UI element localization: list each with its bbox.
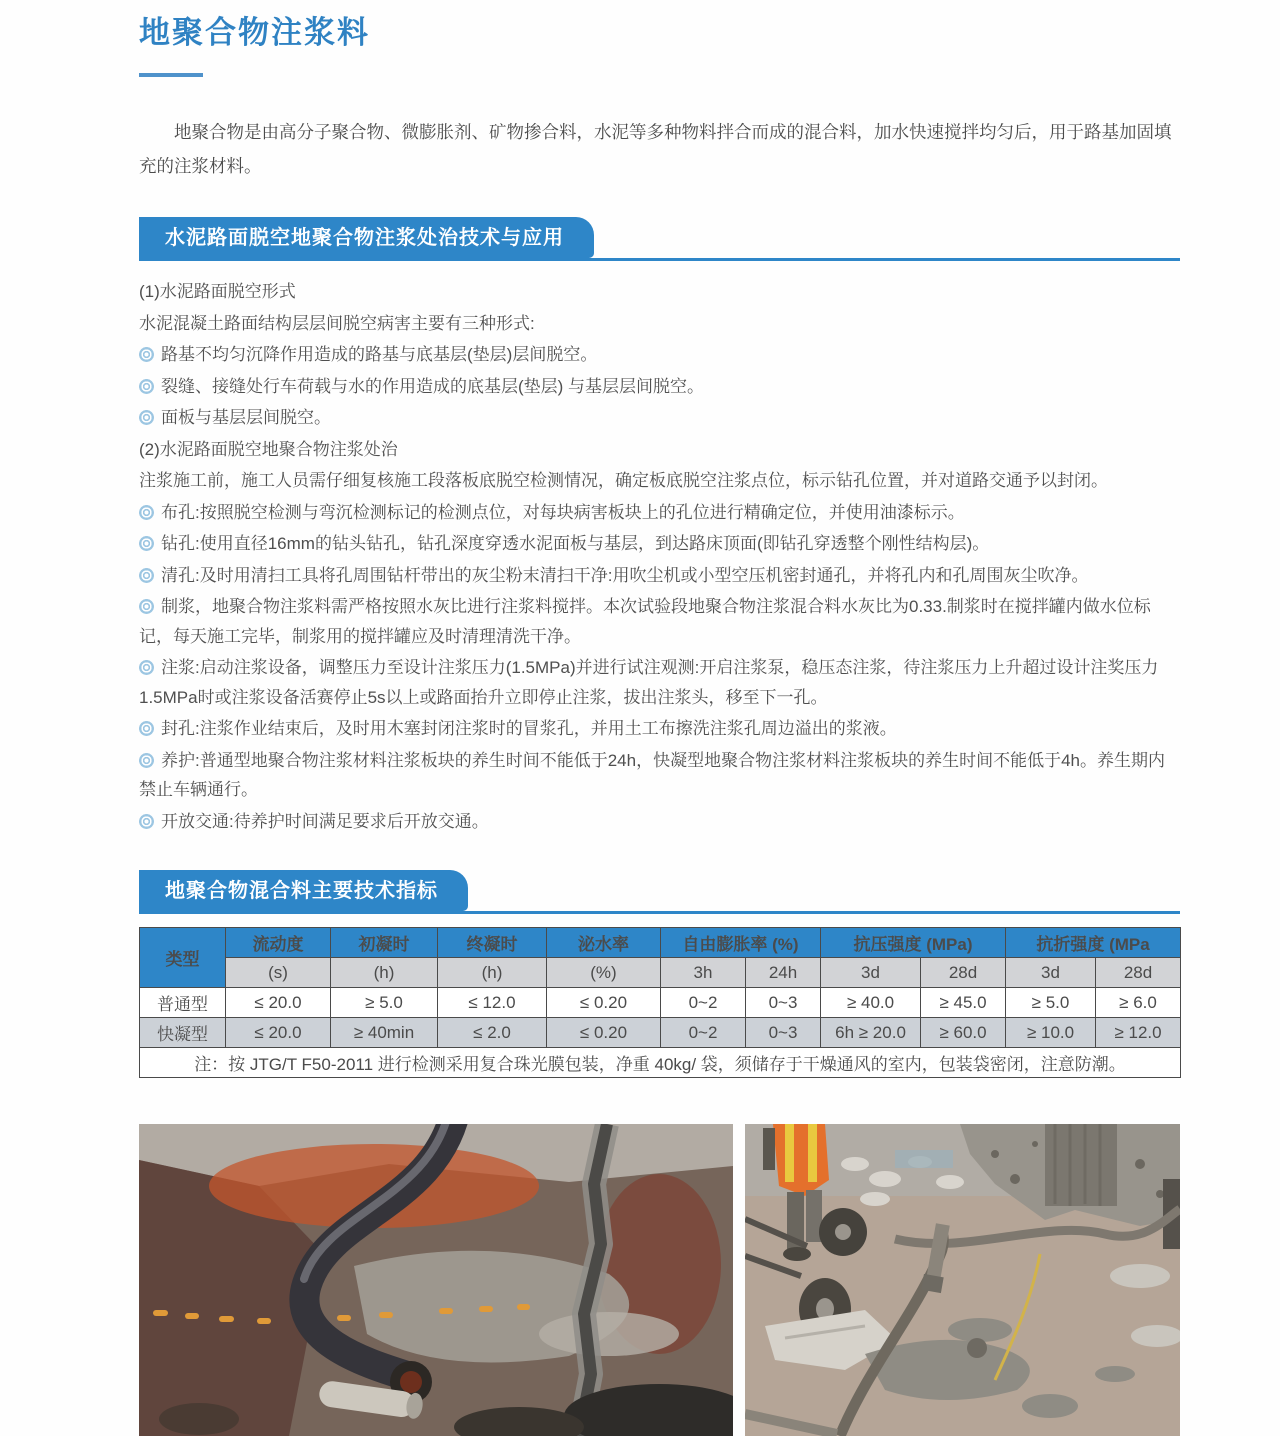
bullet-ring-icon bbox=[139, 379, 154, 394]
bullet-ring-icon bbox=[139, 660, 154, 675]
page-content bbox=[139, 0, 1180, 1436]
cell: ≤ 0.20 bbox=[547, 1018, 661, 1048]
bullet-ring-icon bbox=[139, 814, 154, 829]
photo-gallery bbox=[139, 1124, 1180, 1436]
bullet-ring-icon bbox=[139, 410, 154, 425]
photo-right-illustration bbox=[745, 1124, 1180, 1436]
cell: 0~3 bbox=[746, 1018, 821, 1048]
table-row-normal-type bbox=[140, 988, 1181, 1018]
sub-header: (s) bbox=[226, 958, 331, 988]
bullet-ring-icon bbox=[139, 721, 154, 736]
cell: 6h ≥ 20.0 bbox=[821, 1018, 921, 1048]
col-header-compressive: 抗压强度 (MPa) bbox=[821, 928, 1006, 958]
list-item: 水泥混凝土路面结构层层间脱空病害主要有三种形式: bbox=[139, 313, 535, 333]
section-2-header bbox=[139, 870, 1180, 914]
sub-header: (%) bbox=[547, 958, 661, 988]
list-item: 注浆:启动注浆设备，调整压力至设计注浆压力(1.5MPa)并进行试注观测:开启注浆泵，稳压态注浆，待注浆压力上升超过设计注奖压力1.5MPa时或注浆设备活赛停止5s以上或路面抬升立即停止注浆，拔出注浆头，移至下一孔。 bbox=[139, 658, 1159, 707]
list-item: 钻孔:使用直径16mm的钻头钻孔，钻孔深度穿透水泥面板与基层，到达路床顶面(即钻孔穿透整个刚性结构层)。 bbox=[139, 529, 1180, 559]
bullet-ring-icon bbox=[139, 536, 154, 551]
col-header-final-set: 终凝时 bbox=[438, 928, 547, 958]
list-item: 开放交通:待养护时间满足要求后开放交通。 bbox=[139, 807, 1180, 837]
cell: ≥ 5.0 bbox=[331, 988, 438, 1018]
col-header-initial-set: 初凝时 bbox=[331, 928, 438, 958]
bullet-ring-icon bbox=[139, 599, 154, 614]
col-header-fluidity: 流动度 bbox=[226, 928, 331, 958]
cell: ≤ 20.0 bbox=[226, 988, 331, 1018]
list-item: 布孔:按照脱空检测与弯沉检测标记的检测点位，对每块病害板块上的孔位进行精确定位，并使用油漆标示。 bbox=[139, 498, 1180, 528]
sub-header: (h) bbox=[331, 958, 438, 988]
photo-left-illustration bbox=[139, 1124, 733, 1436]
sub-header: 28d bbox=[921, 958, 1006, 988]
list-item: 裂缝、接缝处行车荷载与水的作用造成的底基层(垫层) 与基层层间脱空。 bbox=[139, 372, 1180, 402]
cell: 0~3 bbox=[746, 988, 821, 1018]
bullet-ring-icon bbox=[139, 568, 154, 583]
cell: ≥ 45.0 bbox=[921, 988, 1006, 1018]
sub-header: 3h bbox=[661, 958, 746, 988]
cell: ≤ 20.0 bbox=[226, 1018, 331, 1048]
sub-header: 24h bbox=[746, 958, 821, 988]
row-label: 快凝型 bbox=[140, 1018, 226, 1048]
intro-paragraph: 地聚合物是由高分子聚合物、微膨胀剂、矿物掺合料，水泥等多种物料拌合而成的混合料，加水快速搅拌均匀后，用于路基加固填充的注浆材料。 bbox=[139, 122, 1172, 177]
cell: 0~2 bbox=[661, 988, 746, 1018]
list-item: 养护:普通型地聚合物注浆材料注浆板块的养生时间不能低于24h，快凝型地聚合物注浆材料注浆板块的养生时间不能低于4h。养生期内禁止车辆通行。 bbox=[139, 750, 1165, 800]
cell: ≥ 10.0 bbox=[1006, 1018, 1096, 1048]
bullet-ring-icon bbox=[139, 347, 154, 362]
bullet-ring-icon bbox=[139, 753, 154, 768]
list-item: 制浆，地聚合物注浆料需严格按照水灰比进行注浆料搅拌。本次试验段地聚合物注浆混合料水灰比为0.33.制浆时在搅拌罐内做水位标记，每天施工完毕，制浆用的搅拌罐应及时清理清洗干净。 bbox=[139, 597, 1151, 646]
cell: ≥ 5.0 bbox=[1006, 988, 1096, 1018]
col-header-expansion: 自由膨胀率 (%) bbox=[661, 928, 821, 958]
page-title: 地聚合物注浆料 bbox=[139, 15, 370, 50]
cell: ≤ 0.20 bbox=[547, 988, 661, 1018]
photo-worker-grouting-site bbox=[745, 1124, 1180, 1436]
procedure-list bbox=[139, 277, 1180, 836]
cell: ≤ 12.0 bbox=[438, 988, 547, 1018]
row-label: 普通型 bbox=[140, 988, 226, 1018]
technical-spec-table bbox=[139, 927, 1181, 1078]
sub-header: (h) bbox=[438, 958, 547, 988]
cell: ≥ 6.0 bbox=[1096, 988, 1181, 1018]
cell: ≥ 40.0 bbox=[821, 988, 921, 1018]
list-item: 路基不均匀沉降作用造成的路基与底基层(垫层)层间脱空。 bbox=[139, 340, 1180, 370]
bullet-ring-icon bbox=[139, 505, 154, 520]
section-2-title: 地聚合物混合料主要技术指标 bbox=[139, 870, 468, 911]
cell: ≥ 60.0 bbox=[921, 1018, 1006, 1048]
cell: ≥ 12.0 bbox=[1096, 1018, 1181, 1048]
cell: ≥ 40min bbox=[331, 1018, 438, 1048]
list-item: 面板与基层层间脱空。 bbox=[139, 403, 1180, 433]
cell: 0~2 bbox=[661, 1018, 746, 1048]
list-item: 封孔:注浆作业结束后，及时用木塞封闭注浆时的冒浆孔，并用土工布擦洗注浆孔周边溢出的浆液。 bbox=[139, 714, 1180, 744]
section-1-title: 水泥路面脱空地聚合物注浆处治技术与应用 bbox=[139, 217, 594, 258]
col-header-flexural: 抗折强度 (MPa bbox=[1006, 928, 1181, 958]
list-item: (2)水泥路面脱空地聚合物注浆处治 bbox=[139, 439, 398, 459]
col-header-type: 类型 bbox=[140, 928, 226, 988]
table-row-rapid-type bbox=[140, 1018, 1181, 1048]
sub-header: 3d bbox=[821, 958, 921, 988]
sub-header: 28d bbox=[1096, 958, 1181, 988]
table-note: 注：按 JTG/T F50-2011 进行检测采用复合珠光膜包装，净重 40kg/ 袋，须储存于干燥通风的室内，包装袋密闭，注意防潮。 bbox=[140, 1048, 1181, 1078]
photo-pavement-grouting-hose bbox=[139, 1124, 733, 1436]
col-header-bleeding: 泌水率 bbox=[547, 928, 661, 958]
section-1-header bbox=[139, 217, 1180, 261]
sub-header: 3d bbox=[1006, 958, 1096, 988]
list-item: 注浆施工前，施工人员需仔细复核施工段落板底脱空检测情况，确定板底脱空注浆点位，标示钻孔位置，并对道路交通予以封闭。 bbox=[139, 471, 1108, 491]
cell: ≤ 2.0 bbox=[438, 1018, 547, 1048]
list-item: 清孔:及时用清扫工具将孔周围钻杆带出的灰尘粉末清扫干净:用吹尘机或小型空压机密封通孔，并将孔内和孔周围灰尘吹净。 bbox=[139, 561, 1180, 591]
title-underline bbox=[139, 73, 203, 77]
list-item: (1)水泥路面脱空形式 bbox=[139, 282, 296, 302]
